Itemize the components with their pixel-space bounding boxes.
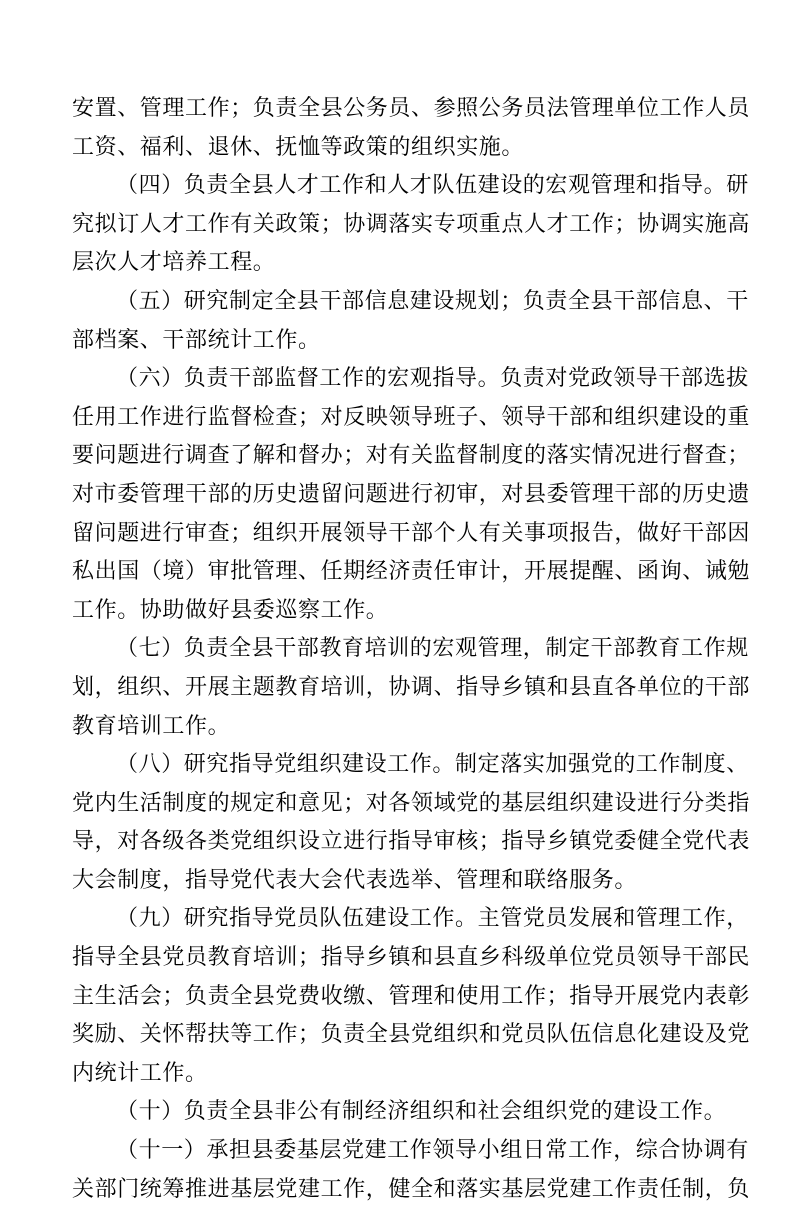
text-line: （七）负责全县干部教育培训的宏观管理，制定干部教育工作规 (116, 636, 749, 662)
paragraph (72, 90, 751, 167)
paragraph (72, 360, 751, 630)
text-line: 工资、福利、退休、抚恤等政策的组织实施。 (72, 134, 525, 160)
text-line: （十一）承担县委基层党建工作领导小组日常工作，综合协调有 (116, 1138, 749, 1164)
paragraph (72, 283, 749, 360)
text-line: 关部门统筹推进基层党建工作，健全和落实基层党建工作责任制，负 (72, 1176, 751, 1202)
text-line: （四）负责全县人才工作和人才队伍建设的宏观管理和指导。研 (116, 173, 749, 199)
text-line: 指导全县党员教育培训；指导乡镇和县直乡科级单位党员领导干部民 (72, 945, 751, 971)
text-line: 私出国（境）审批管理、任期经济责任审计，开展提醒、函询、诫勉 (72, 559, 751, 585)
text-line: 层次人才培养工程。 (72, 250, 276, 276)
text-line: 安置、管理工作；负责全县公务员、参照公务员法管理单位工作人员 (72, 96, 751, 121)
paragraph (72, 1093, 727, 1132)
text-line: 要问题进行调查了解和督办；对有关监督制度的落实情况进行督查； (72, 443, 751, 469)
text-line: （九）研究指导党员队伍建设工作。主管党员发展和管理工作， (116, 906, 749, 932)
text-line: 对市委管理干部的历史遗留问题进行初审，对县委管理干部的历史遗 (72, 481, 751, 507)
text-line: 任用工作进行监督检查；对反映领导班子、领导干部和组织建设的重 (72, 404, 751, 430)
text-line: 大会制度，指导党代表大会代表选举、管理和联络服务。 (72, 867, 638, 893)
text-line: （五）研究制定全县干部信息建设规划；负责全县干部信息、干 (116, 288, 749, 314)
paragraph (72, 1132, 751, 1209)
text-line: 党内生活制度的规定和意见；对各领域党的基层组织建设进行分类指 (72, 790, 751, 816)
text-line: （六）负责干部监督工作的宏观指导。负责对党政领导干部选拔 (116, 366, 749, 392)
paragraph (72, 167, 751, 283)
text-line: 主生活会；负责全县党费收缴、管理和使用工作；指导开展党内表彰 (72, 983, 751, 1009)
paragraph (72, 900, 751, 1093)
text-line: 究拟订人才工作有关政策；协调落实专项重点人才工作；协调实施高 (72, 211, 751, 237)
text-line: 留问题进行审查；组织开展领导干部个人有关事项报告，做好干部因 (72, 520, 751, 546)
text-line: 划，组织、开展主题教育培训，协调、指导乡镇和县直各单位的干部 (72, 674, 751, 700)
paragraph (72, 630, 751, 746)
text-line: （八）研究指导党组织建设工作。制定落实加强党的工作制度、 (116, 752, 749, 778)
text-line: 导，对各级各类党组织设立进行指导审核；指导乡镇党委健全党代表 (72, 829, 751, 855)
text-line: 工作。协助做好县委巡察工作。 (72, 597, 389, 623)
text-line: （十）负责全县非公有制经济组织和社会组织党的建设工作。 (116, 1099, 727, 1125)
text-line: 部档案、干部统计工作。 (72, 327, 321, 353)
document-body (72, 90, 751, 1209)
text-line: 教育培训工作。 (72, 713, 231, 739)
text-line: 奖励、关怀帮扶等工作；负责全县党组织和党员队伍信息化建设及党 (72, 1022, 751, 1048)
text-line: 内统计工作。 (72, 1060, 208, 1086)
paragraph (72, 746, 751, 900)
